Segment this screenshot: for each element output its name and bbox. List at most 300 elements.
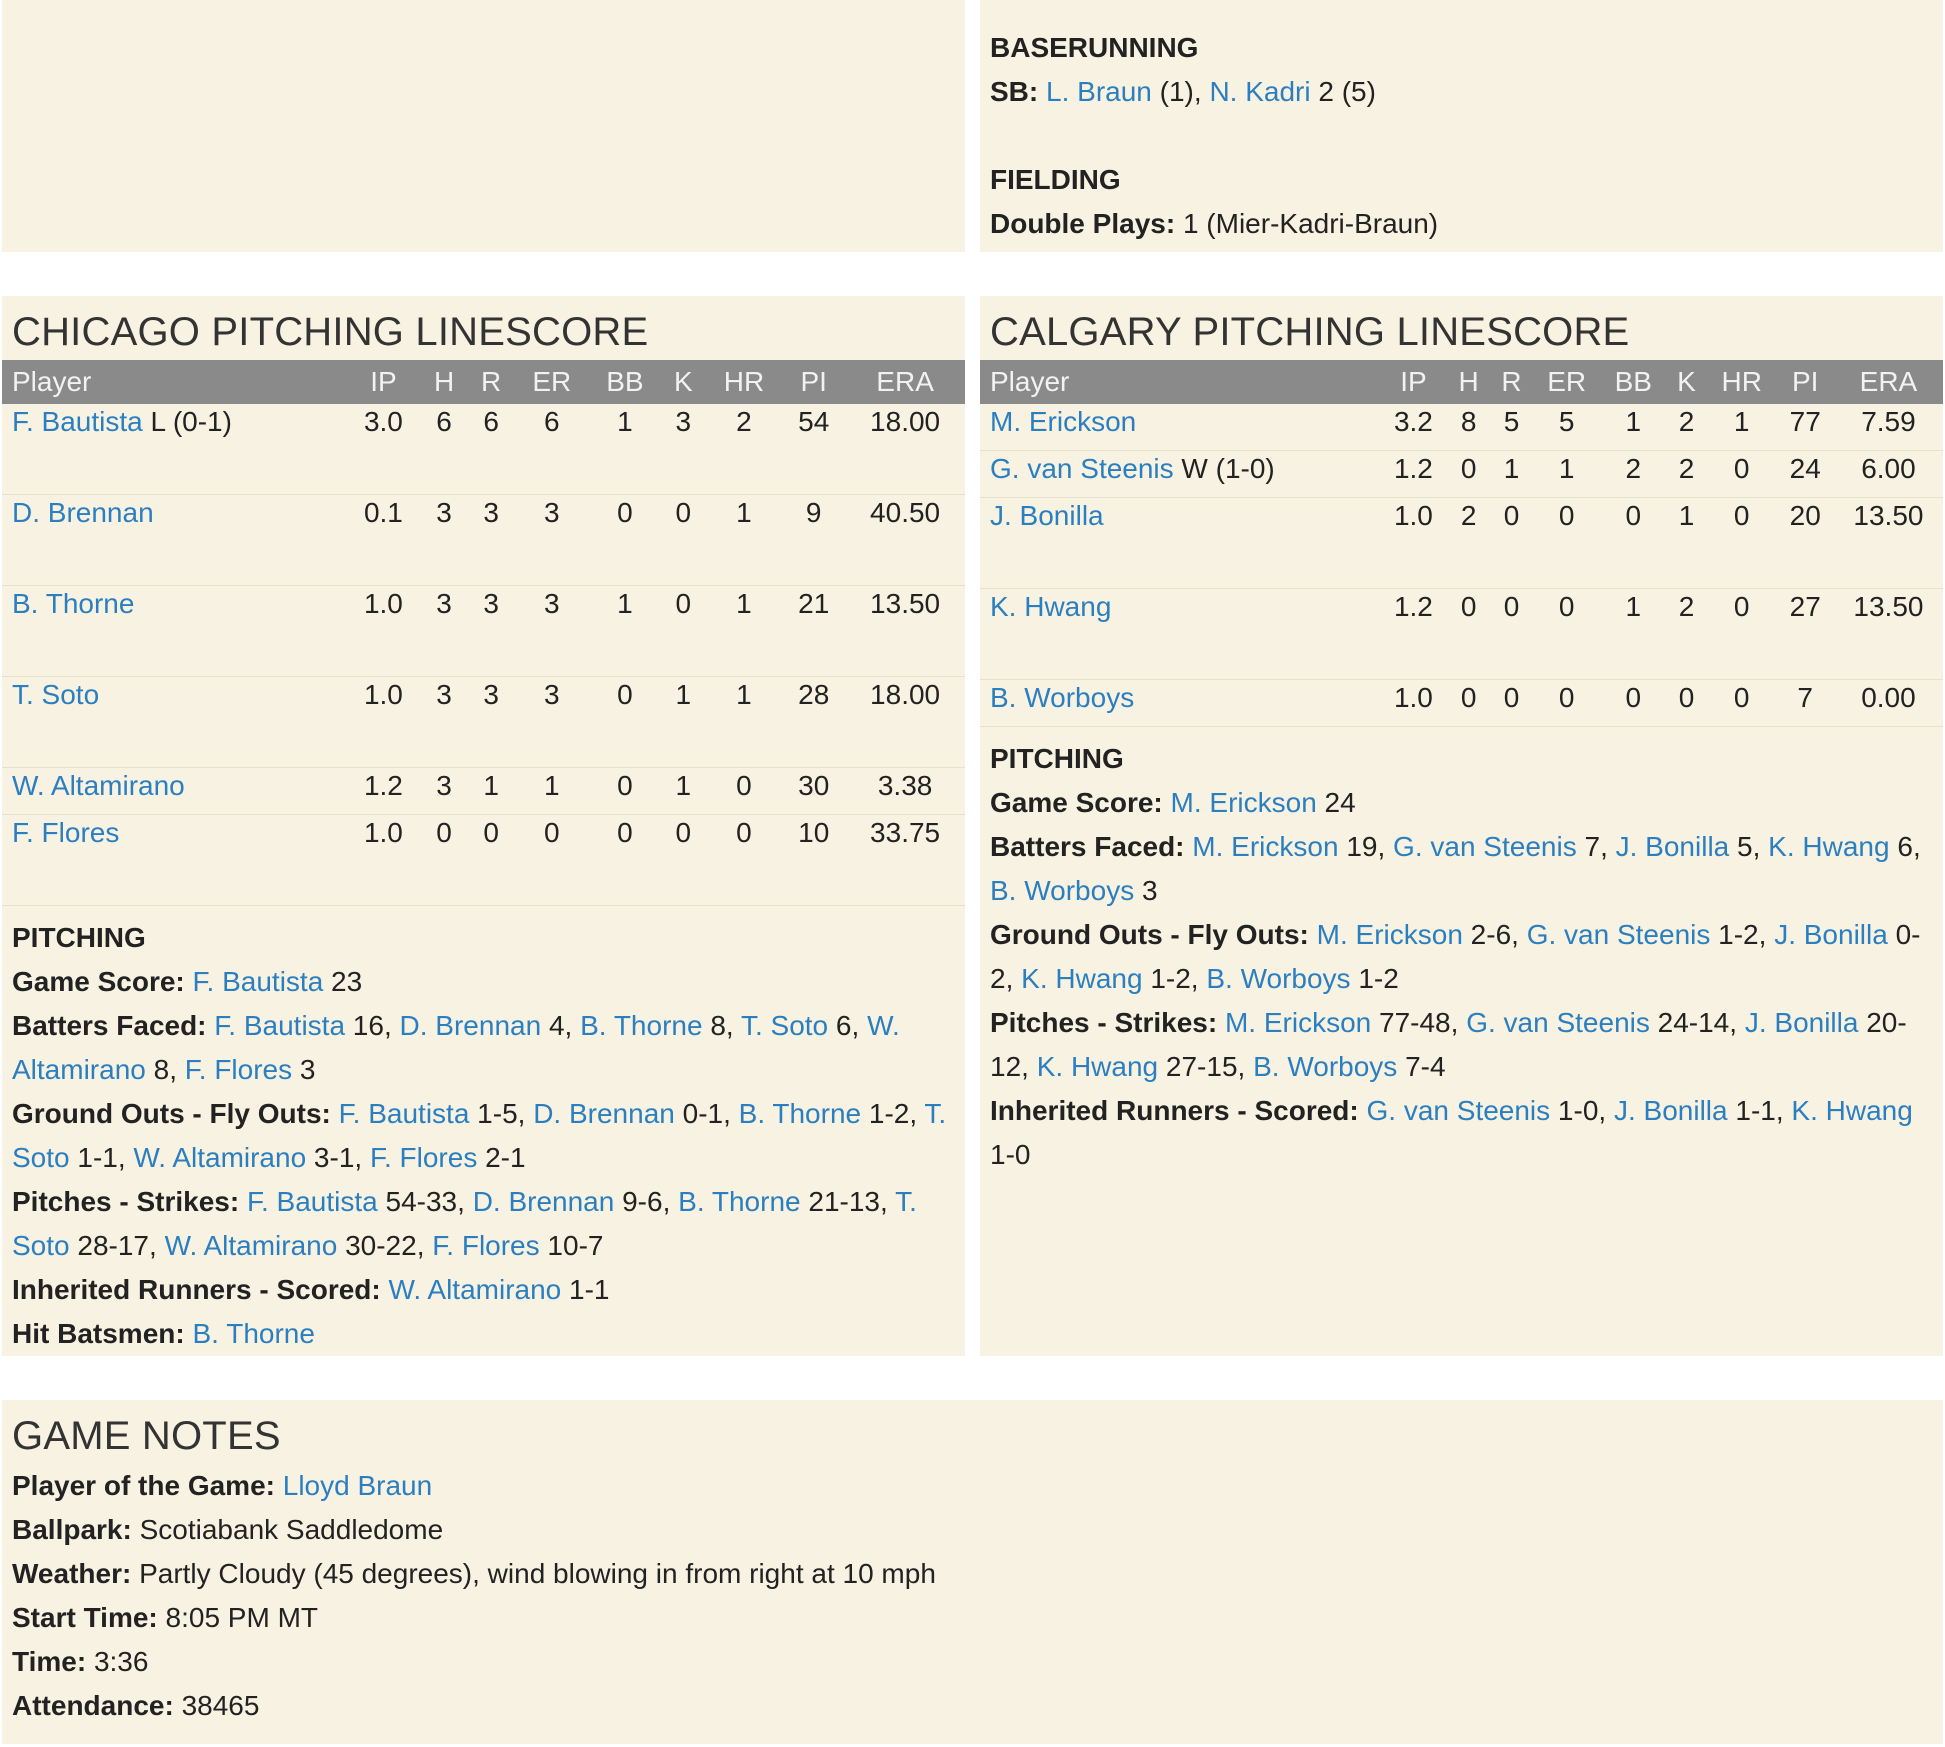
stat-label: Hit Batsmen: (12, 1318, 185, 1349)
player-link[interactable]: B. Thorne (580, 1010, 703, 1041)
table-header-row (2, 360, 965, 404)
stat-h: 3 (436, 770, 452, 801)
attendance-value: 38465 (173, 1690, 260, 1721)
chicago-pitching-panel (2, 296, 965, 1356)
stat-value: 21-13 (800, 1186, 880, 1217)
stat-er: 1 (543, 770, 560, 801)
stat-pi: 24 (1789, 453, 1821, 484)
player-link[interactable]: N. Kadri (1209, 76, 1311, 107)
stat-era: 13.50 (1853, 500, 1924, 531)
pitching-stat-line (12, 1268, 955, 1312)
stat-value: 7 (1576, 831, 1601, 862)
separator: , (383, 1010, 400, 1041)
stat-bb: 1 (1625, 591, 1642, 622)
stat-k: 0 (675, 588, 692, 619)
player-link[interactable]: F. Flores (369, 1142, 478, 1173)
separator: , (1450, 1007, 1467, 1038)
stat-label: Pitches - Strikes: (990, 1007, 1218, 1038)
stat-value: 7-4 (1397, 1051, 1446, 1082)
column-header-ip: IP (346, 360, 420, 404)
pitching-stat-line (12, 1180, 955, 1268)
player-link[interactable]: F. Bautista (214, 1010, 346, 1041)
player-link[interactable]: T. Soto (12, 1098, 947, 1173)
separator: , (1752, 831, 1769, 862)
column-header-h: H (1447, 360, 1490, 404)
weather-label: Weather: (12, 1558, 132, 1589)
column-header-player: Player (980, 360, 1380, 404)
player-cell (980, 498, 1380, 589)
weather-line (12, 1552, 1933, 1596)
stat-hr: 1 (1733, 406, 1750, 437)
table-row (980, 680, 1943, 727)
empty-panel (2, 0, 965, 252)
fielding-heading: FIELDING (990, 164, 1121, 195)
stat-bb: 0 (617, 679, 633, 710)
column-header-hr: HR (706, 360, 783, 404)
stat-pi: 9 (805, 497, 822, 528)
stat-k: 0 (675, 497, 692, 528)
player-link[interactable]: M. Erickson (1316, 919, 1463, 950)
player-link[interactable]: F. Bautista (192, 966, 324, 997)
player-link[interactable]: F. Flores (432, 1230, 540, 1261)
stat-value: 28-17 (69, 1230, 150, 1261)
dp-value: 1 (Mier-Kadri-Braun) (1175, 208, 1439, 239)
player-cell (2, 815, 346, 906)
pitching-stat-line (990, 1001, 1933, 1089)
separator: , (1511, 919, 1527, 950)
pitching-heading: PITCHING (990, 743, 1124, 774)
separator: , (169, 1054, 185, 1085)
stat-value: 1-2 (1142, 963, 1191, 994)
player-link[interactable]: D. Brennan (399, 1010, 542, 1041)
stat-er: 0 (543, 817, 560, 848)
stat-h: 0 (1460, 682, 1477, 713)
stat-r: 0 (1503, 500, 1520, 531)
stat-era: 33.75 (870, 817, 941, 848)
stat-label: Game Score: (12, 966, 185, 997)
stat-value: 9-6 (614, 1186, 663, 1217)
stat-er: 0 (1558, 682, 1575, 713)
stat-pi: 77 (1789, 406, 1821, 437)
stat-bb: 0 (1625, 682, 1642, 713)
decision-label: L (0-1) (142, 406, 232, 437)
stat-ip: 3.0 (363, 406, 403, 437)
player-link[interactable]: G. van Steenis (1393, 831, 1577, 862)
player-cell (2, 677, 346, 768)
stat-pi: 27 (1789, 591, 1821, 622)
stat-bb: 1 (1625, 406, 1642, 437)
weather-value: Partly Cloudy (45 degrees), wind blowing in from right at 10 mph (131, 1558, 936, 1589)
pitching-stat-line (990, 913, 1933, 1001)
stat-era: 18.00 (870, 679, 941, 710)
ballpark-label: Ballpark: (12, 1514, 132, 1545)
player-link[interactable]: K. Hwang (1768, 831, 1890, 862)
player-cell (2, 768, 346, 815)
player-link[interactable]: T. Soto (740, 1010, 829, 1041)
player-link[interactable]: D. Brennan (472, 1186, 615, 1217)
player-link[interactable]: J. Bonilla (990, 500, 1104, 531)
stat-value: 6 (1889, 831, 1913, 862)
column-header-pi: PI (1777, 360, 1834, 404)
table-header-row (980, 360, 1943, 404)
separator: , (416, 1230, 433, 1261)
stat-k: 2 (1678, 591, 1695, 622)
potg-label: Player of the Game: (12, 1470, 275, 1501)
stat-h: 2 (1460, 500, 1477, 531)
game-time-line (12, 1640, 1933, 1684)
stat-r: 1 (483, 770, 499, 801)
stat-era: 0.00 (1861, 682, 1916, 713)
player-link[interactable]: B. Worboys (1206, 963, 1351, 994)
start-time-line (12, 1596, 1933, 1640)
stat-era: 3.38 (877, 770, 933, 801)
stat-era: 6.00 (1861, 453, 1916, 484)
player-link[interactable]: K. Hwang (990, 591, 1112, 622)
stat-label: Batters Faced: (990, 831, 1185, 862)
player-cell (2, 586, 346, 677)
stat-h: 8 (1460, 406, 1477, 437)
player-cell (2, 495, 346, 586)
stat-hr: 0 (1733, 500, 1750, 531)
separator: , (1190, 963, 1207, 994)
player-link[interactable]: B. Thorne (12, 588, 135, 619)
separator: , (517, 1098, 534, 1129)
separator: , (564, 1010, 581, 1041)
attendance-line (12, 1684, 1933, 1728)
stat-value: 27-15 (1158, 1051, 1238, 1082)
stat-k: 0 (1678, 682, 1695, 713)
separator: , (1600, 831, 1616, 862)
pitching-stat-line (990, 781, 1933, 825)
player-link[interactable]: G. van Steenis (990, 453, 1174, 484)
stat-value: 3 (1134, 875, 1158, 906)
stat-ip: 1.0 (363, 679, 403, 710)
column-header-bb: BB (1601, 360, 1667, 404)
stat-k: 2 (1678, 406, 1695, 437)
column-header-hr: HR (1707, 360, 1777, 404)
stat-pi: 7 (1797, 682, 1813, 713)
player-link[interactable]: T. Soto (12, 679, 100, 710)
stat-bb: 1 (617, 406, 633, 437)
sb-label: SB: (990, 76, 1039, 107)
column-header-bb: BB (589, 360, 661, 404)
stat-era: 18.00 (870, 406, 941, 437)
stolen-bases-line: SB: L. Braun (1), N. Kadri 2 (5) (990, 76, 1376, 107)
stat-pi: 28 (798, 679, 830, 710)
stat-value: 3-1 (306, 1142, 355, 1173)
player-link[interactable]: B. Worboys (990, 875, 1135, 906)
player-link[interactable]: W. Altamirano (133, 1142, 307, 1173)
player-link[interactable]: D. Brennan (12, 497, 154, 528)
stat-value: 16 (345, 1010, 384, 1041)
table-row (2, 815, 965, 906)
stat-value: 54-33 (377, 1186, 458, 1217)
chicago-title: CHICAGO PITCHING LINESCORE (12, 310, 649, 354)
ballpark-line (12, 1508, 1933, 1552)
column-header-pi: PI (782, 360, 845, 404)
stat-value: 1-2 (1710, 919, 1759, 950)
table-row (2, 404, 965, 495)
stat-value: 77-48 (1371, 1007, 1451, 1038)
calgary-linescore-table (980, 360, 1943, 727)
stat-value: 3 (292, 1054, 316, 1085)
stat-ip: 3.2 (1393, 406, 1433, 437)
player-cell (980, 589, 1380, 680)
player-link[interactable]: F. Bautista (338, 1098, 470, 1129)
stat-hr: 0 (736, 770, 752, 801)
stat-value: 1-1 (561, 1274, 610, 1305)
table-row (980, 404, 1943, 451)
stat-era: 13.50 (870, 588, 941, 619)
stat-value: 24-14 (1649, 1007, 1730, 1038)
stat-value: 10-7 (539, 1230, 604, 1261)
separator: , (1758, 919, 1775, 950)
stat-ip: 1.0 (363, 588, 403, 619)
player-link[interactable]: Lloyd Braun (282, 1470, 433, 1501)
start-time-label: Start Time: (12, 1602, 158, 1633)
stat-value: 8 (145, 1054, 170, 1085)
stat-er: 6 (543, 406, 560, 437)
player-link[interactable]: W. Altamirano (12, 770, 185, 801)
stat-label: Pitches - Strikes: (12, 1186, 240, 1217)
stat-value: 1-5 (469, 1098, 518, 1129)
player-link[interactable]: J. Bonilla (1613, 1095, 1728, 1126)
table-row (980, 451, 1943, 498)
stat-value: 1-2 (1350, 963, 1399, 994)
player-link[interactable]: F. Bautista (246, 1186, 378, 1217)
player-cell (980, 404, 1380, 451)
stat-ip: 0.1 (363, 497, 403, 528)
stat-value: 2-6 (1462, 919, 1512, 950)
separator: , (1237, 1051, 1254, 1082)
start-time-value: 8:05 PM MT (157, 1602, 319, 1633)
stat-value: 19 (1338, 831, 1378, 862)
separator: , (851, 1010, 868, 1041)
player-link[interactable]: W. Altamirano (12, 1010, 900, 1085)
stat-value: 5 (1729, 831, 1753, 862)
game-time-value: 3:36 (86, 1646, 149, 1677)
stat-value: 0-1 (674, 1098, 724, 1129)
calgary-pitching-panel (980, 296, 1943, 1356)
column-header-r: R (1490, 360, 1533, 404)
separator: , (725, 1010, 741, 1041)
player-link[interactable]: T. Soto (12, 1186, 917, 1261)
stat-hr: 0 (1733, 453, 1750, 484)
baserunning-fielding-panel (980, 0, 1943, 252)
stat-value: 2-1 (477, 1142, 526, 1173)
stat-value: 23 (323, 966, 363, 997)
double-plays-line (990, 202, 1933, 246)
stat-pi: 54 (798, 406, 830, 437)
stat-r: 1 (1503, 453, 1520, 484)
stat-value: 1-0 (1550, 1095, 1599, 1126)
player-cell (980, 451, 1380, 498)
table-row (980, 589, 1943, 680)
separator: , (354, 1142, 370, 1173)
stat-value: 0-2 (990, 919, 1921, 994)
stat-r: 0 (483, 817, 499, 848)
stat-hr: 0 (736, 817, 752, 848)
stat-er: 3 (543, 679, 560, 710)
stat-ip: 1.0 (363, 817, 403, 848)
player-cell (2, 404, 346, 495)
player-link[interactable]: F. Bautista (12, 406, 143, 437)
player-link[interactable]: G. van Steenis (1466, 1007, 1650, 1038)
player-link[interactable]: F. Flores (184, 1054, 293, 1085)
stat-label: Inherited Runners - Scored: (990, 1095, 1359, 1126)
stat-value: 6 (828, 1010, 852, 1041)
player-link[interactable]: K. Hwang (1021, 963, 1143, 994)
stat-bb: 2 (1625, 453, 1642, 484)
chicago-pitching-notes (12, 916, 955, 1356)
player-link[interactable]: M. Erickson (1192, 831, 1339, 862)
stat-k: 1 (675, 679, 692, 710)
stat-hr: 0 (1733, 591, 1750, 622)
stat-label: Game Score: (990, 787, 1163, 818)
stat-pi: 21 (798, 588, 830, 619)
stat-label: Inherited Runners - Scored: (12, 1274, 381, 1305)
stat-k: 1 (1678, 500, 1695, 531)
column-header-ip: IP (1380, 360, 1448, 404)
separator: , (723, 1098, 739, 1129)
stat-er: 3 (543, 588, 560, 619)
pitching-stat-line (990, 825, 1933, 913)
stat-hr: 1 (736, 679, 752, 710)
column-header-k: K (661, 360, 706, 404)
baserunning-heading: BASERUNNING (990, 32, 1199, 63)
stat-ip: 1.2 (1393, 453, 1433, 484)
separator: , (457, 1186, 473, 1217)
stat-value: 1-2 (861, 1098, 910, 1129)
player-link[interactable]: B. Thorne (678, 1186, 801, 1217)
column-header-h: H (421, 360, 468, 404)
table-row (2, 495, 965, 586)
stat-h: 3 (436, 497, 452, 528)
player-link[interactable]: J. Bonilla (1744, 1007, 1859, 1038)
player-link[interactable]: W. Altamirano (388, 1274, 562, 1305)
column-header-k: K (1666, 360, 1707, 404)
stat-h: 6 (436, 406, 452, 437)
stat-value: 24 (1316, 787, 1356, 818)
separator: , (1021, 1051, 1037, 1082)
stat-value: 1-0 (990, 1139, 1031, 1170)
pitching-stat-line (12, 960, 955, 1004)
player-link[interactable]: K. Hwang (1791, 1095, 1913, 1126)
player-link[interactable]: F. Flores (12, 817, 120, 848)
stat-value: 4 (541, 1010, 565, 1041)
separator: , (1005, 963, 1022, 994)
stat-pi: 10 (798, 817, 830, 848)
calgary-title: CALGARY PITCHING LINESCORE (990, 310, 1630, 354)
player-link[interactable]: G. van Steenis (1366, 1095, 1551, 1126)
stat-ip: 1.0 (1393, 500, 1433, 531)
player-link[interactable]: G. van Steenis (1526, 919, 1711, 950)
player-link[interactable]: B. Thorne (192, 1318, 315, 1349)
stat-label: Ground Outs - Fly Outs: (12, 1098, 331, 1129)
stat-hr: 1 (736, 497, 752, 528)
stat-value: 1-1 (69, 1142, 118, 1173)
table-row (2, 677, 965, 768)
game-notes-title: GAME NOTES (12, 1414, 281, 1458)
stat-h: 0 (1460, 591, 1477, 622)
player-link[interactable]: W. Altamirano (164, 1230, 338, 1261)
stat-bb: 1 (617, 588, 633, 619)
player-link[interactable]: B. Thorne (738, 1098, 862, 1129)
stat-ip: 1.2 (1393, 591, 1433, 622)
stat-value: 30-22 (337, 1230, 417, 1261)
separator: , (1912, 831, 1921, 862)
table-row (2, 768, 965, 815)
player-cell (980, 680, 1380, 727)
chicago-linescore-table (2, 360, 965, 906)
pitching-stat-line (12, 1312, 955, 1356)
column-header-era: ERA (1834, 360, 1943, 404)
stat-er: 5 (1558, 406, 1575, 437)
stat-pi: 20 (1789, 500, 1821, 531)
stat-era: 13.50 (1853, 591, 1924, 622)
column-header-r: R (468, 360, 515, 404)
attendance-label: Attendance: (12, 1690, 174, 1721)
stat-ip: 1.0 (1393, 682, 1433, 713)
stat-r: 6 (483, 406, 499, 437)
sb-value: (1) (1151, 76, 1194, 107)
stat-era: 40.50 (870, 497, 941, 528)
pitching-stat-line (990, 1089, 1933, 1177)
player-link[interactable]: D. Brennan (533, 1098, 675, 1129)
player-link[interactable]: M. Erickson (1170, 787, 1317, 818)
player-link[interactable]: J. Bonilla (1615, 831, 1730, 862)
player-link[interactable]: J. Bonilla (1774, 919, 1888, 950)
player-link[interactable]: B. Worboys (990, 682, 1135, 713)
stat-value: 1-1 (1727, 1095, 1776, 1126)
player-of-game-line (12, 1464, 1933, 1508)
stat-h: 0 (1460, 453, 1477, 484)
stat-r: 3 (483, 588, 499, 619)
player-link[interactable]: M. Erickson (1224, 1007, 1372, 1038)
separator: , (149, 1230, 165, 1261)
pitching-stat-line (12, 1004, 955, 1092)
stat-bb: 0 (617, 817, 633, 848)
stat-bb: 0 (617, 497, 633, 528)
player-link[interactable]: M. Erickson (990, 406, 1137, 437)
pitching-stat-line (12, 1092, 955, 1180)
stat-bb: 0 (617, 770, 633, 801)
stat-era: 7.59 (1861, 406, 1916, 437)
stat-er: 3 (543, 497, 560, 528)
stat-hr: 1 (736, 588, 752, 619)
stat-value: 20-12 (990, 1007, 1907, 1082)
separator: , (662, 1186, 679, 1217)
player-link[interactable]: B. Worboys (1253, 1051, 1398, 1082)
separator: , (909, 1098, 925, 1129)
separator: , (1598, 1095, 1614, 1126)
player-link[interactable]: L. Braun (1046, 76, 1152, 107)
column-header-er: ER (1533, 360, 1601, 404)
stat-er: 1 (1558, 453, 1575, 484)
player-link[interactable]: K. Hwang (1036, 1051, 1159, 1082)
game-time-label: Time: (12, 1646, 87, 1677)
stat-r: 3 (483, 497, 499, 528)
stat-ip: 1.2 (363, 770, 403, 801)
stat-er: 0 (1558, 500, 1575, 531)
table-row (2, 586, 965, 677)
stat-k: 0 (675, 817, 692, 848)
sb-value: 2 (5) (1310, 76, 1376, 107)
stat-hr: 2 (736, 406, 752, 437)
ballpark-value: Scotiabank Saddledome (131, 1514, 444, 1545)
separator: , (117, 1142, 134, 1173)
stat-label: Batters Faced: (12, 1010, 207, 1041)
